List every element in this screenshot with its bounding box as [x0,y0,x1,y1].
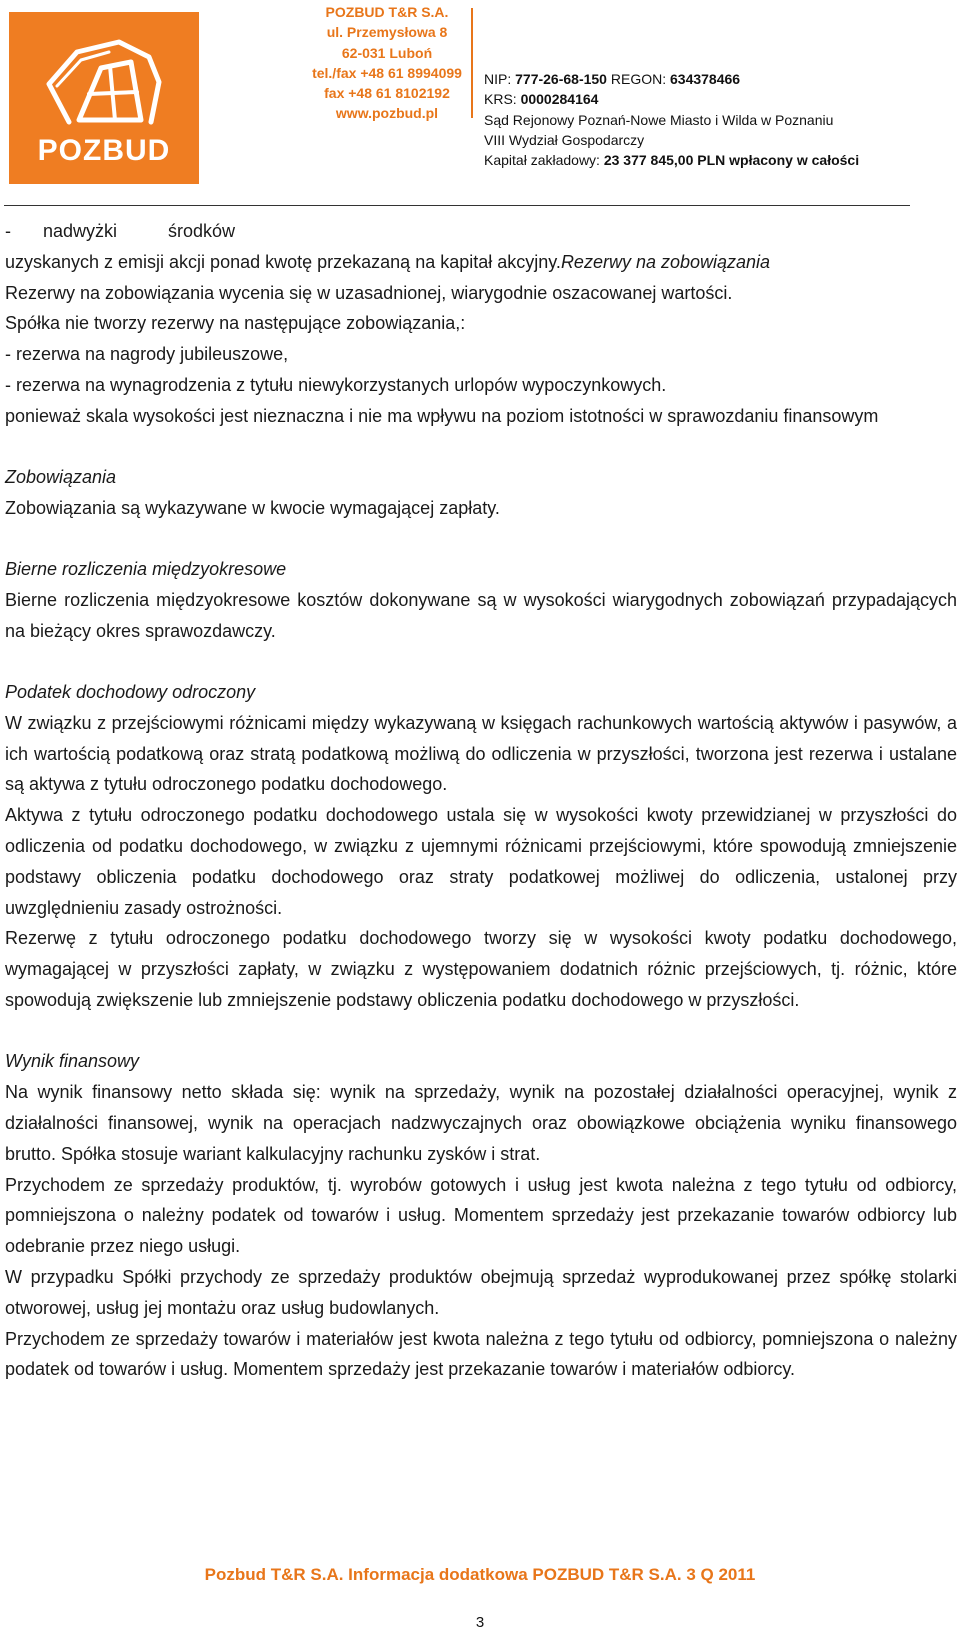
pozbud-logo [9,12,199,184]
bullet-item: - rezerwa na wynagrodzenia z tytułu niewykorzystanych urlopów wypoczynkowych. [5,374,667,395]
zobowiazania-paragraph: Zobowiązania są wykazywane w kwocie wymagającej zapłaty. [5,497,500,518]
podatek-paragraph: W związku z przejściowymi różnicami między wykazywaną w księgach rachunkowych wartością aktywów i pasywów, a ich wartością podatkową oraz stratą podatkową możliwą do odliczenia w przyszłości, tworzona jest rezerwa i ustalane są aktywa z tytułu odroczonego podatku dochodowego. [5,712,957,795]
section-heading: Wynik finansowy [5,1051,140,1072]
wynik-paragraph: Przychodem ze sprzedaży towarów i materiałów jest kwota należna z tego tytułu od odbiorcy, pomniejszona o należny podatek od towarów i usług. Momentem sprzedaży jest przekazanie towarów i materiałów odbiorcy. [5,1328,957,1380]
rezerwy-paragraph: Rezerwy na zobowiązania wycenia się w uzasadnionej, wiarygodnie oszacowanej wartości. [5,282,733,303]
dash: - [5,221,11,241]
krs-label: KRS: [484,91,521,108]
krs-value: 0000284164 [520,91,599,108]
poniewaz-paragraph: ponieważ skala wysokości jest nieznaczna i nie ma wpływu na poziom istotności w sprawozdaniu finansowym [5,405,879,426]
address-line: ul. Przemysłowa 8 [326,24,448,41]
document-body [5,216,957,1385]
address-line: 62-031 Luboń [341,44,433,61]
court-division-line: VIII Wydział Gospodarczy [484,131,645,148]
address-line: fax +48 61 8102192 [324,85,450,102]
word: nadwyżki [43,221,118,241]
bierne-paragraph: Bierne rozliczenia międzyokresowe kosztów dokonywane są w wysokości wiarygodnych zobowiązań przypadających na bieżący okres sprawozdawczy. [5,589,957,641]
court-line: Sąd Rejonowy Poznań-Nowe Miasto i Wilda w Poznaniu [484,111,834,128]
emisja-text: uzyskanych z emisji akcji ponad kwotę przekazaną na kapitał akcyjny. [5,251,561,272]
list-item-nadwyzki [5,216,957,247]
page-number: 3 [475,1614,485,1631]
capital-line [484,150,859,170]
address-line: tel./fax +48 61 8994099 [312,64,462,81]
wynik-paragraph: Na wynik finansowy netto składa się: wynik na sprzedaży, wynik na pozostałej działalności operacyjnej, wynik z działalności finansowej, wynik na operacjach nadzwyczajnych oraz obowiązkowe obciążenia wyniku finansowego brutto. Spółka stosuje wariant kalkulacyjny rachunku zysków i strat. [5,1082,957,1164]
company-address [312,2,462,124]
section-heading: Podatek dochodowy odroczony [5,682,256,703]
podatek-paragraph: Rezerwę z tytułu odroczonego podatku dochodowego tworzy się w wysokości kwoty podatku dochodowego, wymagającej w przyszłości zapłaty, w związku z występowaniem dodatnich różnic przejściowych, tj. różnic, które spowodują zwiększenie lub zmniejszenie podstawy obliczenia podatku dochodowego w przyszłości. [5,928,957,1011]
podatek-paragraph: Aktywa z tytułu odroczonego podatku dochodowego ustala się w wysokości kwoty przewidzianej w przyszłości do odliczenia od podatku dochodowego, w związku z ujemnymi różnicami przejściowymi, które spowodują zmniejszenie podstawy obliczenia podatku dochodowego oraz straty podatkowej możliwej do odliczenia, ustalonej przy uwzględnieniu zasady ostrożności. [5,805,957,918]
page-footer: Pozbud T&R S.A. Informacja dodatkowa POZBUD T&R S.A. 3 Q 2011 [204,1565,756,1584]
bullet-item: - rezerwa na nagrody jubileuszowe, [5,344,289,365]
wynik-paragraph: W przypadku Spółki przychody ze sprzedaży produktów obejmują sprzedaż wyprodukowanej przez spółkę stolarki otworowej, usług jej montażu oraz usług budowlanych. [5,1266,957,1318]
emisja-line [5,247,957,278]
capital-value: 23 377 845,00 PLN wpłacony w całości [603,152,860,169]
registration-info [484,69,859,170]
header-rule [4,205,910,206]
header-divider [471,8,473,118]
website-link[interactable]: www.pozbud.pl [335,105,439,122]
regon-label: REGON: [606,71,670,87]
nip-label: NIP: [484,71,516,87]
wynik-paragraph: Przychodem ze sprzedaży produktów, tj. wyrobów gotowych i usług jest kwota należna z tego tytułu od odbiorcy, pomniejszona o należny podatek od towarów i usług. Momentem sprzedaży jest przekazanie towarów odbiorcy lub odebranie przez niego usługi. [5,1174,957,1257]
capital-label: Kapitał zakładowy: [484,152,604,169]
address-line: POZBUD T&R S.A. [325,4,449,20]
nip-regon-line [484,69,859,89]
krs-line [484,89,859,109]
rezerwy-heading: Rezerwy na zobowiązania [560,251,771,272]
section-heading: Zobowiązania [5,467,117,488]
nip-value: 777-26-68-150 [515,71,607,87]
word: środków [168,221,236,241]
section-heading: Bierne rozliczenia międzyokresowe [5,559,287,580]
regon-value: 634378466 [670,71,741,87]
spolka-line: Spółka nie tworzy rezerwy na następujące zobowiązania,: [5,313,466,334]
letterhead [0,0,960,200]
logo-wordmark: POZBUD [37,134,171,167]
